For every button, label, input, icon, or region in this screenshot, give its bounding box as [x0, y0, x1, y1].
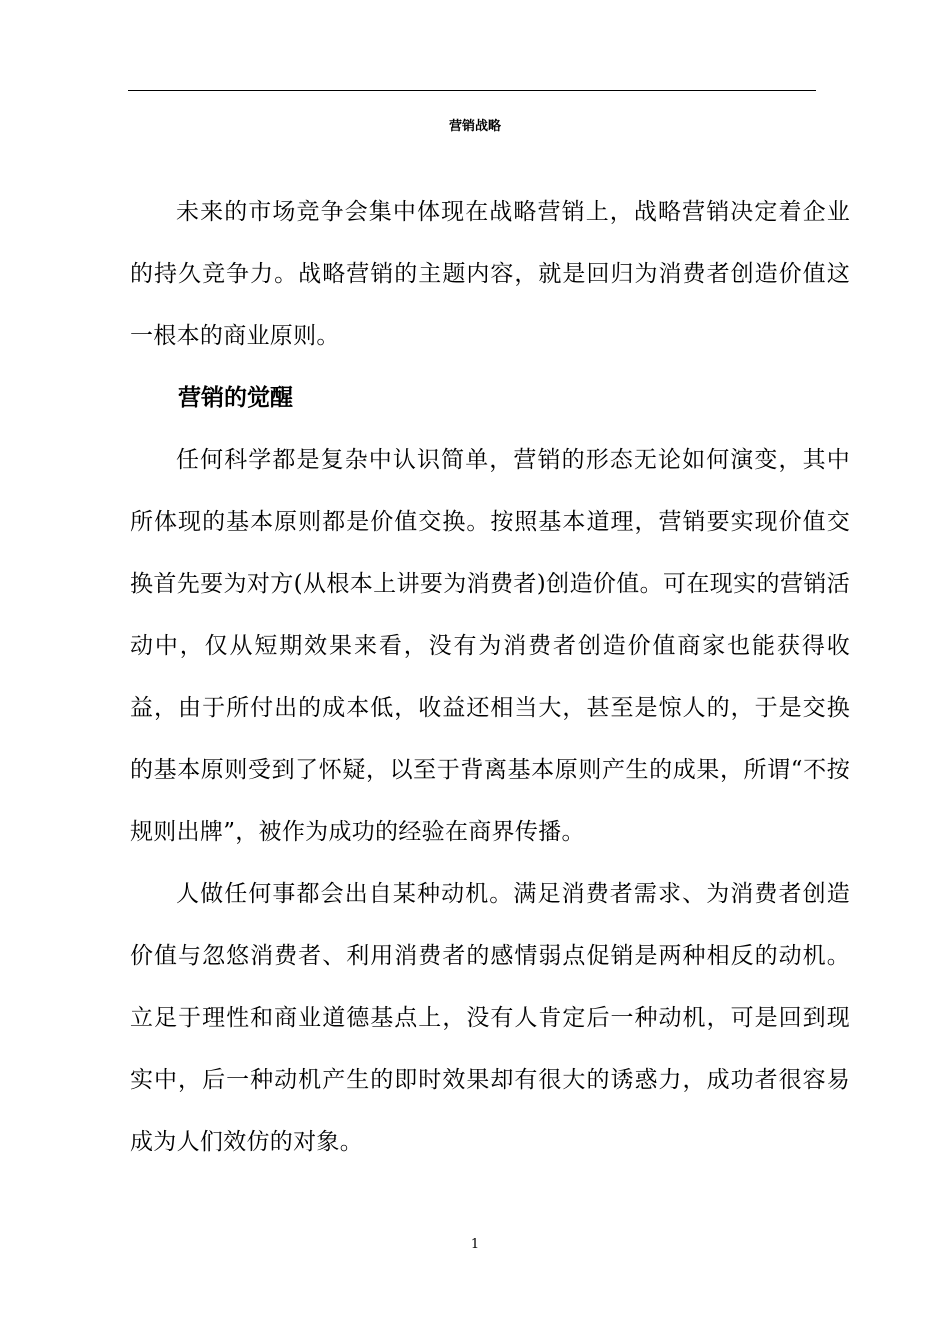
page-number: 1	[470, 1237, 480, 1252]
body-paragraph-1: 任何科学都是复杂中认识简单，营销的形态无论如何演变，其中所体现的基本原则都是价值交换。按照基本道理，营销要实现价值交换首先要为对方(从根本上讲要为消费者)创造价值。可在现实的营销活动中，仅从短期效果来看，没有为消费者创造价值商家也能获得收益，由于所付出的成本低，收益还相当大，甚至是惊人的，于是交换的基本原则受到了怀疑，以至于背离基本原则产生的成果，所谓“不按规则出牌”，被作为成功的经验在商界传播。	[130, 447, 850, 845]
body-paragraph-2: 人做任何事都会出自某种动机。满足消费者需求、为消费者创造价值与忽悠消费者、利用消费者的感情弱点促销是两种相反的动机。立足于理性和商业道德基点上，没有人肯定后一种动机，可是回到现实中，后一种动机产生的即时效果却有很大的诱惑力，成功者很容易成为人们效仿的对象。	[130, 881, 850, 1155]
header-rule	[128, 90, 816, 91]
intro-paragraph: 未来的市场竞争会集中体现在战略营销上，战略营销决定着企业的持久竞争力。战略营销的主题内容，就是回归为消费者创造价值这一根本的商业原则。	[130, 199, 850, 349]
section-heading: 营销的觉醒	[178, 385, 293, 411]
document-body	[130, 181, 850, 1173]
running-title: 营销战略	[448, 119, 501, 134]
